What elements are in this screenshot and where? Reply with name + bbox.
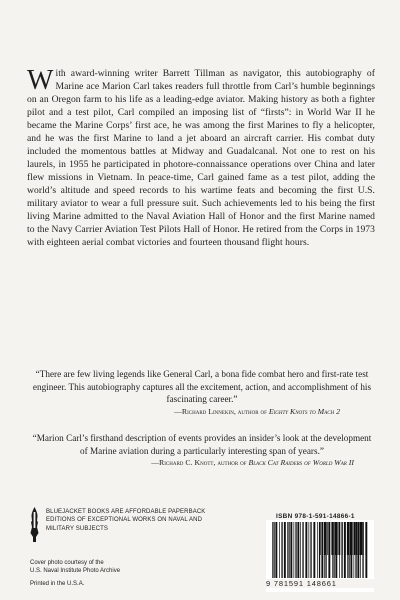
quote-text: “There are few living legends like General Carl, a bona fide combat hero and first-rate test engineer. This autobiography captures all the excitement, action, and accomplishment of his fascinating career.” xyxy=(32,369,372,405)
barcode-bar xyxy=(358,522,359,555)
barcode-bar xyxy=(288,522,289,578)
drop-cap: W xyxy=(27,65,54,96)
attribution-work: Eighty Knots to Mach 2 xyxy=(268,406,340,416)
attribution-dash: — xyxy=(151,458,160,468)
isbn-label: ISBN 978-1-591-14866-1 xyxy=(276,513,355,520)
credit-line: Cover photo courtesy of the xyxy=(30,560,104,566)
barcode-bar xyxy=(350,522,351,555)
barcode-bar xyxy=(322,522,323,555)
barcode-bar xyxy=(287,522,288,578)
addon-bars xyxy=(320,522,367,555)
attribution-work: Black Cat Raiders of World War II xyxy=(248,458,354,468)
attribution-connector: , author of xyxy=(233,406,269,416)
quote-text: “Marion Carl’s firsthand description of events provides an insider’s look at the development of Marine aviation during a particularly interesting span of years.” xyxy=(32,433,372,456)
barcode-bar xyxy=(331,522,333,555)
price-addon-barcode xyxy=(316,520,372,556)
cover-photo-credit xyxy=(30,559,120,575)
attribution-author: Richard C. Knott xyxy=(159,458,214,468)
quote-attribution xyxy=(30,406,374,417)
barcode-bar xyxy=(279,522,280,578)
barcode-bar xyxy=(365,522,366,555)
barcode-digits: 9 781591 148661 xyxy=(266,579,378,588)
barcode-bar xyxy=(328,522,329,555)
barcode-bar xyxy=(336,522,337,555)
barcode-bar xyxy=(290,522,292,578)
barcode-bar xyxy=(347,522,349,555)
barcode-bar xyxy=(363,522,364,555)
barcode-bar xyxy=(342,522,343,555)
endorsement-quote xyxy=(30,368,374,417)
barcode-bar xyxy=(272,522,273,578)
barcode-bar xyxy=(302,522,303,578)
bluejacket-statement: BLUEJACKET BOOKS ARE AFFORDABLE PAPERBACK EDITIONS OF EXCEPTIONAL WORKS ON NAVAL AND MILITARY SUBJECTS xyxy=(46,509,206,532)
barcode-bar xyxy=(300,522,301,578)
barcode-bar xyxy=(357,522,358,555)
barcode-bar xyxy=(327,522,328,555)
barcode-bar xyxy=(309,522,310,578)
attribution-dash: — xyxy=(174,406,182,416)
barcode-bar xyxy=(360,522,362,555)
barcode-bar xyxy=(295,522,296,578)
barcode-bar xyxy=(324,522,326,555)
barcode-bar xyxy=(273,522,274,578)
description-text: ith award-winning writer Barrett Tillman as navigator, this autobiography of Marine ace Marion Carl takes readers full throttle from Carl’s humble beginnings on an Oregon farm to his life as a leading-edge aviator. Making history as both a fighter pilot and a test pilot, Carl compiled an imposing list of “firsts”: in World War II he became the Marine Corps’ first ace, he was among the first Marines to fly a helicopter, and he was the first Marine to land a jet aboard an aircraft carrier. His combat duty included the momentous battles at Midway and Guadalcanal. Not one to rest on his laurels, in 1955 he participated in photore-connaissance operations over China and later flew missions in Vietnam. In peace-time, Carl gained fame as a test pilot, adding the world’s altitude and speed records to his wartime feats and becoming the first U.S. military aviator to wear a full pressure suit. Such achievements led to his being the first living Marine admitted to the Naval Aviation Hall of Honor and the first Marine named to the Navy Carrier Aviation Test Pilots Hall of Honor. He retired from the Corps in 1973 with eighteen aerial combat victories and fourteen thousand flight hours. xyxy=(27,68,375,248)
barcode-bar xyxy=(275,522,277,578)
barcode-bar xyxy=(294,522,295,578)
barcode-bar xyxy=(335,522,336,555)
barcode-bar xyxy=(310,522,311,578)
barcode-bar xyxy=(313,522,315,578)
barcode-bar xyxy=(281,522,282,578)
barcode-bar xyxy=(353,522,355,555)
barcode-bar xyxy=(344,522,345,555)
bluejacket-logo-icon xyxy=(30,507,39,542)
barcode-bar xyxy=(351,522,352,555)
printed-in-usa: Printed in the U.S.A. xyxy=(30,581,85,587)
attribution-author: Richard Linnekin xyxy=(181,406,234,416)
barcode-bar xyxy=(338,522,340,555)
barcode-bar xyxy=(320,522,321,555)
barcode-bar xyxy=(284,522,286,578)
back-cover-description xyxy=(27,67,375,249)
quote-attribution xyxy=(30,457,374,468)
credit-line: U.S. Naval Institute Photo Archive xyxy=(30,568,121,574)
endorsement-quote xyxy=(30,432,374,468)
attribution-connector: , author of xyxy=(213,458,249,468)
barcode-bar xyxy=(297,522,299,578)
barcode-bar xyxy=(305,522,307,578)
